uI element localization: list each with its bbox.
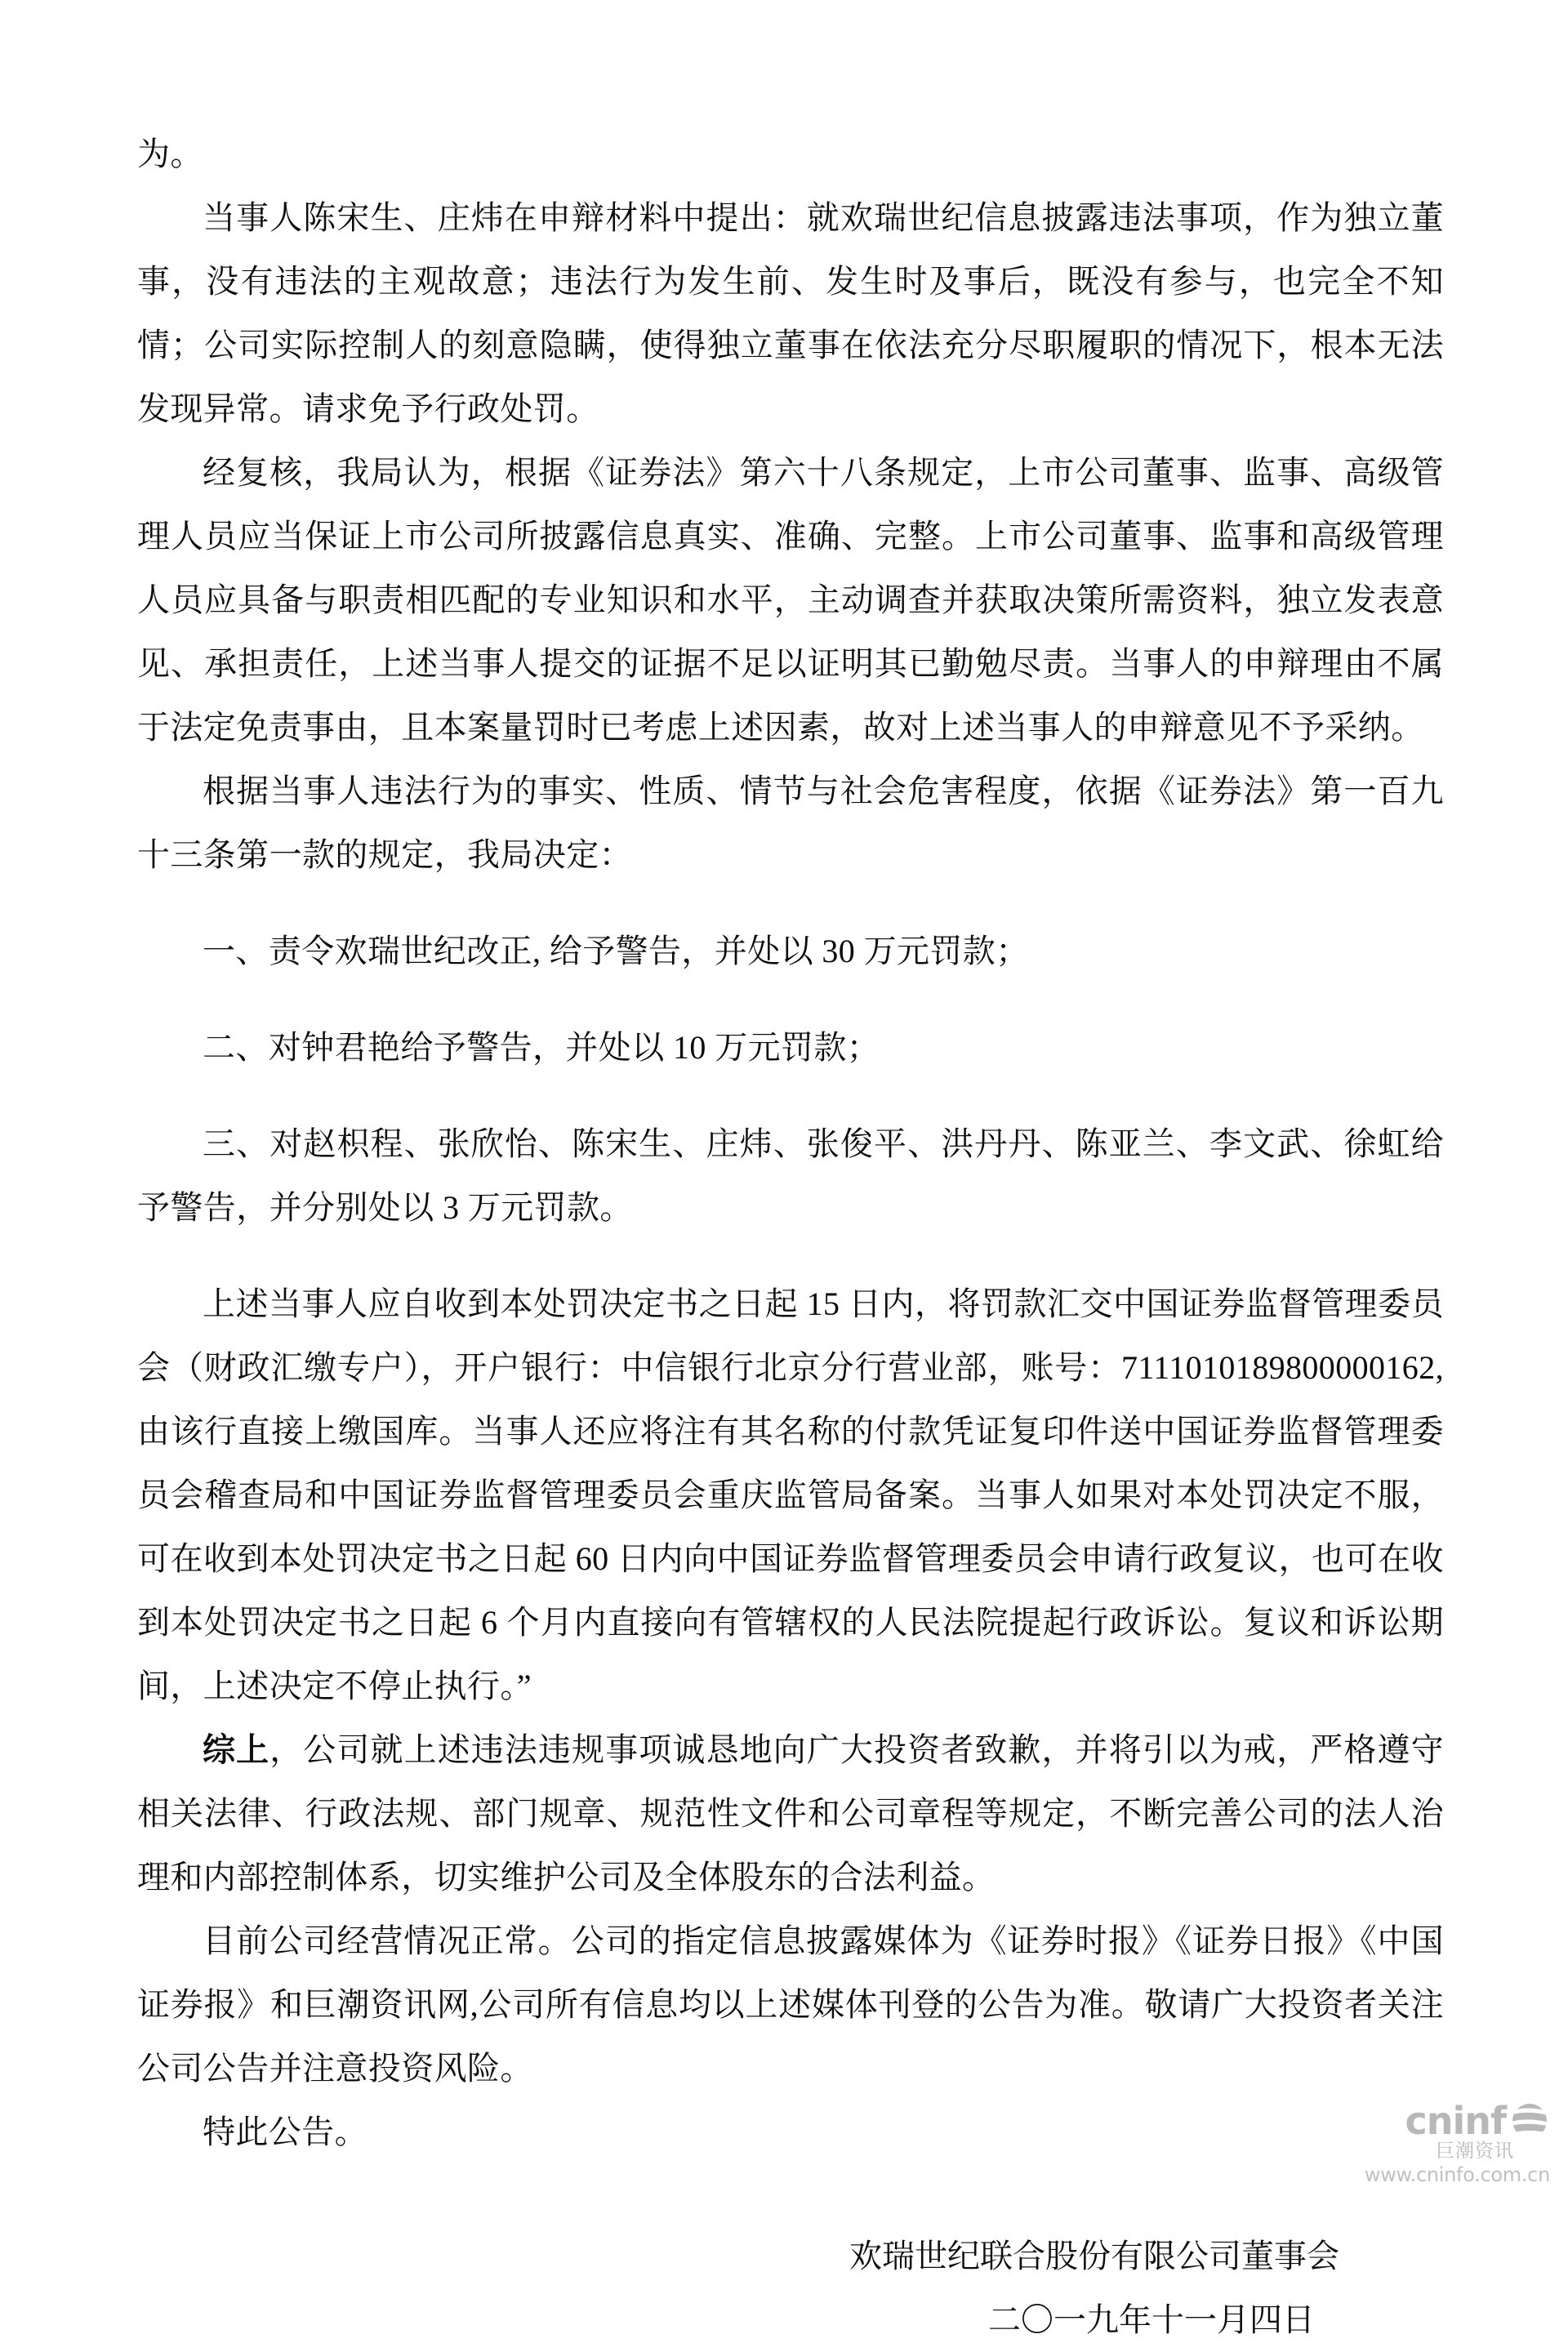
cninfo-chinese-name: 巨潮资讯 (1436, 2140, 1514, 2162)
signature-block (137, 2225, 1444, 2352)
continuation-line: 为。 (137, 136, 203, 172)
paragraph-defense-statement: 当事人陈宋生、庄炜在申辩材料中提出：就欢瑞世纪信息披露违法事项，作为独立董事，没有违法的主观故意；违法行为发生前、发生时及事后，既没有参与，也完全不知情；公司实际控制人的刻意隐瞒，使得独立董事在依法充分尽职履职的情况下，根本无法发现异常。请求免予行政处罚。 (137, 199, 1444, 427)
decision-item-3 (137, 1112, 1444, 1240)
signature-date: 二〇一九年十一月四日 (988, 2301, 1315, 2338)
globe-icon (1509, 2102, 1550, 2140)
decision-item-1-text: 责令欢瑞世纪改正, 给予警告，并处以 30 万元罚款； (268, 933, 1029, 969)
decision-item-1 (137, 920, 1444, 983)
summary-lead-in: 综上 (203, 1731, 270, 1768)
paragraph-review-conclusion: 经复核，我局认为，根据《证券法》第六十八条规定，上市公司董事、监事、高级管理人员应当保证上市公司所披露信息真实、准确、完整。上市公司董事、监事和高级管理人员应具备与职责相匹配的专业知识和水平，主动调查并获取决策所需资料，独立发表意见、承担责任，上述当事人提交的证据不足以证明其已勤勉尽责。当事人的申辩理由不属于法定免责事由，且本案量罚时已考虑上述因素，故对上述当事人的申辩意见不予采纳。 (137, 454, 1444, 746)
decision-item-2 (137, 1016, 1444, 1080)
cninfo-logo-row (1331, 2099, 1550, 2143)
paragraph-payment-instructions: 上述当事人应自收到本处罚决定书之日起 15 日内，将罚款汇交中国证券监督管理委员会（财政汇缴专户），开户银行：中信银行北京分行营业部，账号：7111010189800000162,由该行直接上缴国库。当事人还应将注有其名称的付款凭证复印件送中国证券监督管理委员会稽查局和中国证券监督管理委员会重庆监管局备案。当事人如果对本处罚决定不服，可在收到本处罚决定书之日起 60 日内向中国证券监督管理委员会申请行政复议，也可在收到本处罚决定书之日起 6 个月内直接向有管辖权的人民法院提起行政诉讼。复议和诉讼期间，上述决定不停止执行。” (137, 1285, 1444, 1704)
decision-item-2-text: 对钟君艳给予警告，并处以 10 万元罚款； (268, 1029, 880, 1066)
decision-item-2-number: 二、 (203, 1029, 269, 1066)
decision-item-1-number: 一、 (203, 933, 269, 969)
closing-notice: 特此公告。 (203, 2114, 368, 2150)
paragraph-disclosure-media: 目前公司经营情况正常。公司的指定信息披露媒体为《证券时报》《证券日报》《中国证券报》和巨潮资讯网,公司所有信息均以上述媒体刊登的公告为准。敬请广大投资者关注公司公告并注意投资风险。 (137, 1922, 1444, 2087)
decision-item-3-text: 对赵枳程、张欣怡、陈宋生、庄炜、张俊平、洪丹丹、陈亚兰、李文武、徐虹给予警告，并分别处以 3 万元罚款。 (137, 1125, 1444, 1226)
cninfo-url: www.cninfo.com.cn (1364, 2163, 1550, 2186)
cninfo-watermark (1331, 2099, 1550, 2198)
signature-company: 欢瑞世纪联合股份有限公司董事会 (849, 2238, 1339, 2274)
cninfo-wordmark: cninf (1405, 2099, 1506, 2143)
paragraph-decision-basis: 根据当事人违法行为的事实、性质、情节与社会危害程度，依据《证券法》第一百九十三条第一款的规定，我局决定： (137, 773, 1444, 873)
summary-body: ，公司就上述违法违规事项诚恳地向广大投资者致歉，并将引以为戒，严格遵守相关法律、行政法规、部门规章、规范性文件和公司章程等规定，不断完善公司的法人治理和内部控制体系，切实维护公司及全体股东的合法利益。 (137, 1731, 1444, 1895)
paragraph-summary (137, 1718, 1444, 1909)
document-body (137, 122, 1444, 2352)
decision-item-3-number: 三、 (203, 1125, 270, 1162)
